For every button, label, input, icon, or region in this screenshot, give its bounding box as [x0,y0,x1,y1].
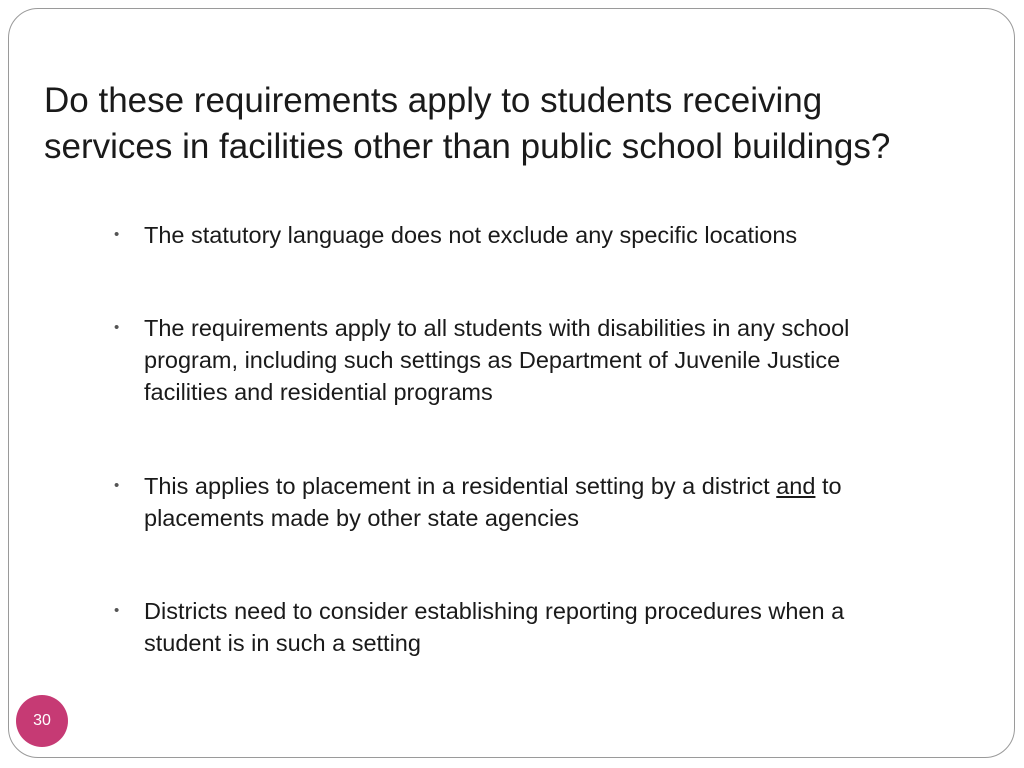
bullet-item [114,595,914,659]
bullet-marker: • [114,226,120,243]
bullet-text: The statutory language does not exclude any specific locations [144,222,798,248]
underlined-word: and [776,473,816,499]
bullet-marker: • [114,319,120,336]
slide-title: Do these requirements apply to students receiving services in facilities other than public school buildings? [44,81,891,166]
bullet-item [114,219,954,251]
bullet-text: The requirements apply to all students with disabilities in any school program, including such settings as Department of Juvenile Justice facilities and residential programs [144,315,850,405]
bullet-item [114,312,904,408]
bullet-item [114,470,954,534]
bullet-text-before: This applies to placement in a residential setting by a district [144,473,777,499]
bullet-marker: • [114,602,120,619]
page-number-badge: 30 [16,695,68,747]
bullet-text: Districts need to consider establishing reporting procedures when a student is in such a setting [144,598,845,656]
bullet-marker: • [114,477,120,494]
bullet-text-after: to placements made by other state agencies [144,473,842,531]
bullet-text [144,470,954,534]
